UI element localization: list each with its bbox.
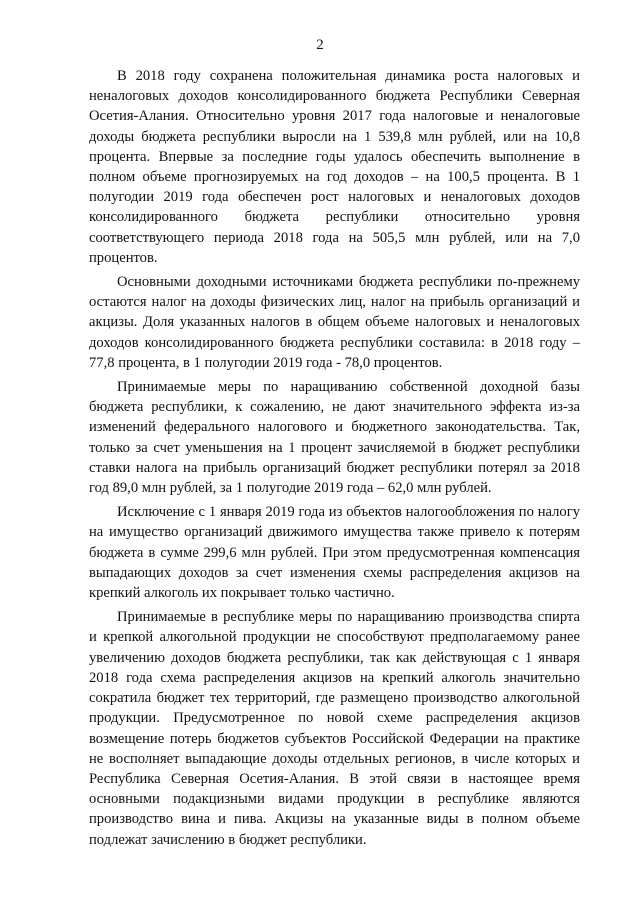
paragraph-property-tax: Исключение с 1 января 2019 года из объектов налогообложения по налогу на имущество организаций движимого имущества также привело к потерям бюджета в сумме 299,6 млн рублей. При этом предусмотренная компенсация выпадающих доходов за счет изменения схемы распределения акцизов на крепкий алкоголь их покрывает только частично.	[89, 504, 580, 602]
document-body	[89, 66, 580, 854]
paragraph-legislation-impact: Принимаемые меры по наращиванию собственной доходной базы бюджета республики, к сожалению, не дают значительного эффекта из-за изменений федерального налогового и бюджетного законодательства. Так, только за счет уменьшения на 1 процент зачисляемой в бюджет республики ставки налога на прибыль организаций бюджет республики потерял за 2018 год 89,0 млн рублей, за 1 полугодие 2019 года – 62,0 млн рублей.	[89, 379, 580, 497]
paragraph-main-sources: Основными доходными источниками бюджета республики по-прежнему остаются налог на доходы физических лиц, налог на прибыль организаций и акцизы. Доля указанных налогов в общем объеме налоговых и неналоговых доходов консолидированного бюджета республики составила: в 2018 году – 77,8 процента, в 1 полугодии 2019 года - 78,0 процентов.	[89, 274, 580, 371]
paragraph-alcohol-excise: Принимаемые в республике меры по наращиванию производства спирта и крепкой алкогольной продукции не способствуют предполагаемому ранее увеличению доходов бюджета республики, так как действующая с 1 января 2018 года схема распределения акцизов на крепкий алкоголь значительно сократила бюджет тех территорий, где размещено производство алкогольной продукции. Предусмотренное по новой схеме распределения акцизов возмещение потерь бюджетов субъектов Российской Федерации на практике не восполняет выпадающие доходы отдельных регионов, в числе которых и Республика Северная Осетия-Алания. В этой связи в настоящее время основными подакцизными видами продукции в республике являются производство вина и пива. Акцизы на указанные виды в полном объеме подлежат зачислению в бюджет республики.	[89, 609, 580, 848]
paragraph-revenue-growth: В 2018 году сохранена положительная динамика роста налоговых и неналоговых доходов консолидированного бюджета Республики Северная Осетия-Алания. Относительно уровня 2017 года налоговые и неналоговые доходы бюджета республики выросли на 1 539,8 млн рублей, или на 10,8 процента. Впервые за последние годы удалось обеспечить выполнение в полном объеме прогнозируемых на год доходов – на 100,5 процента. В 1 полугодии 2019 года обеспечен рост налоговых и неналоговых доходов консолидированного бюджета республики относительно уровня соответствующего периода 2018 года на 505,5 млн рублей, или на 7,0 процентов.	[89, 68, 580, 266]
page-number: 2	[316, 37, 324, 53]
